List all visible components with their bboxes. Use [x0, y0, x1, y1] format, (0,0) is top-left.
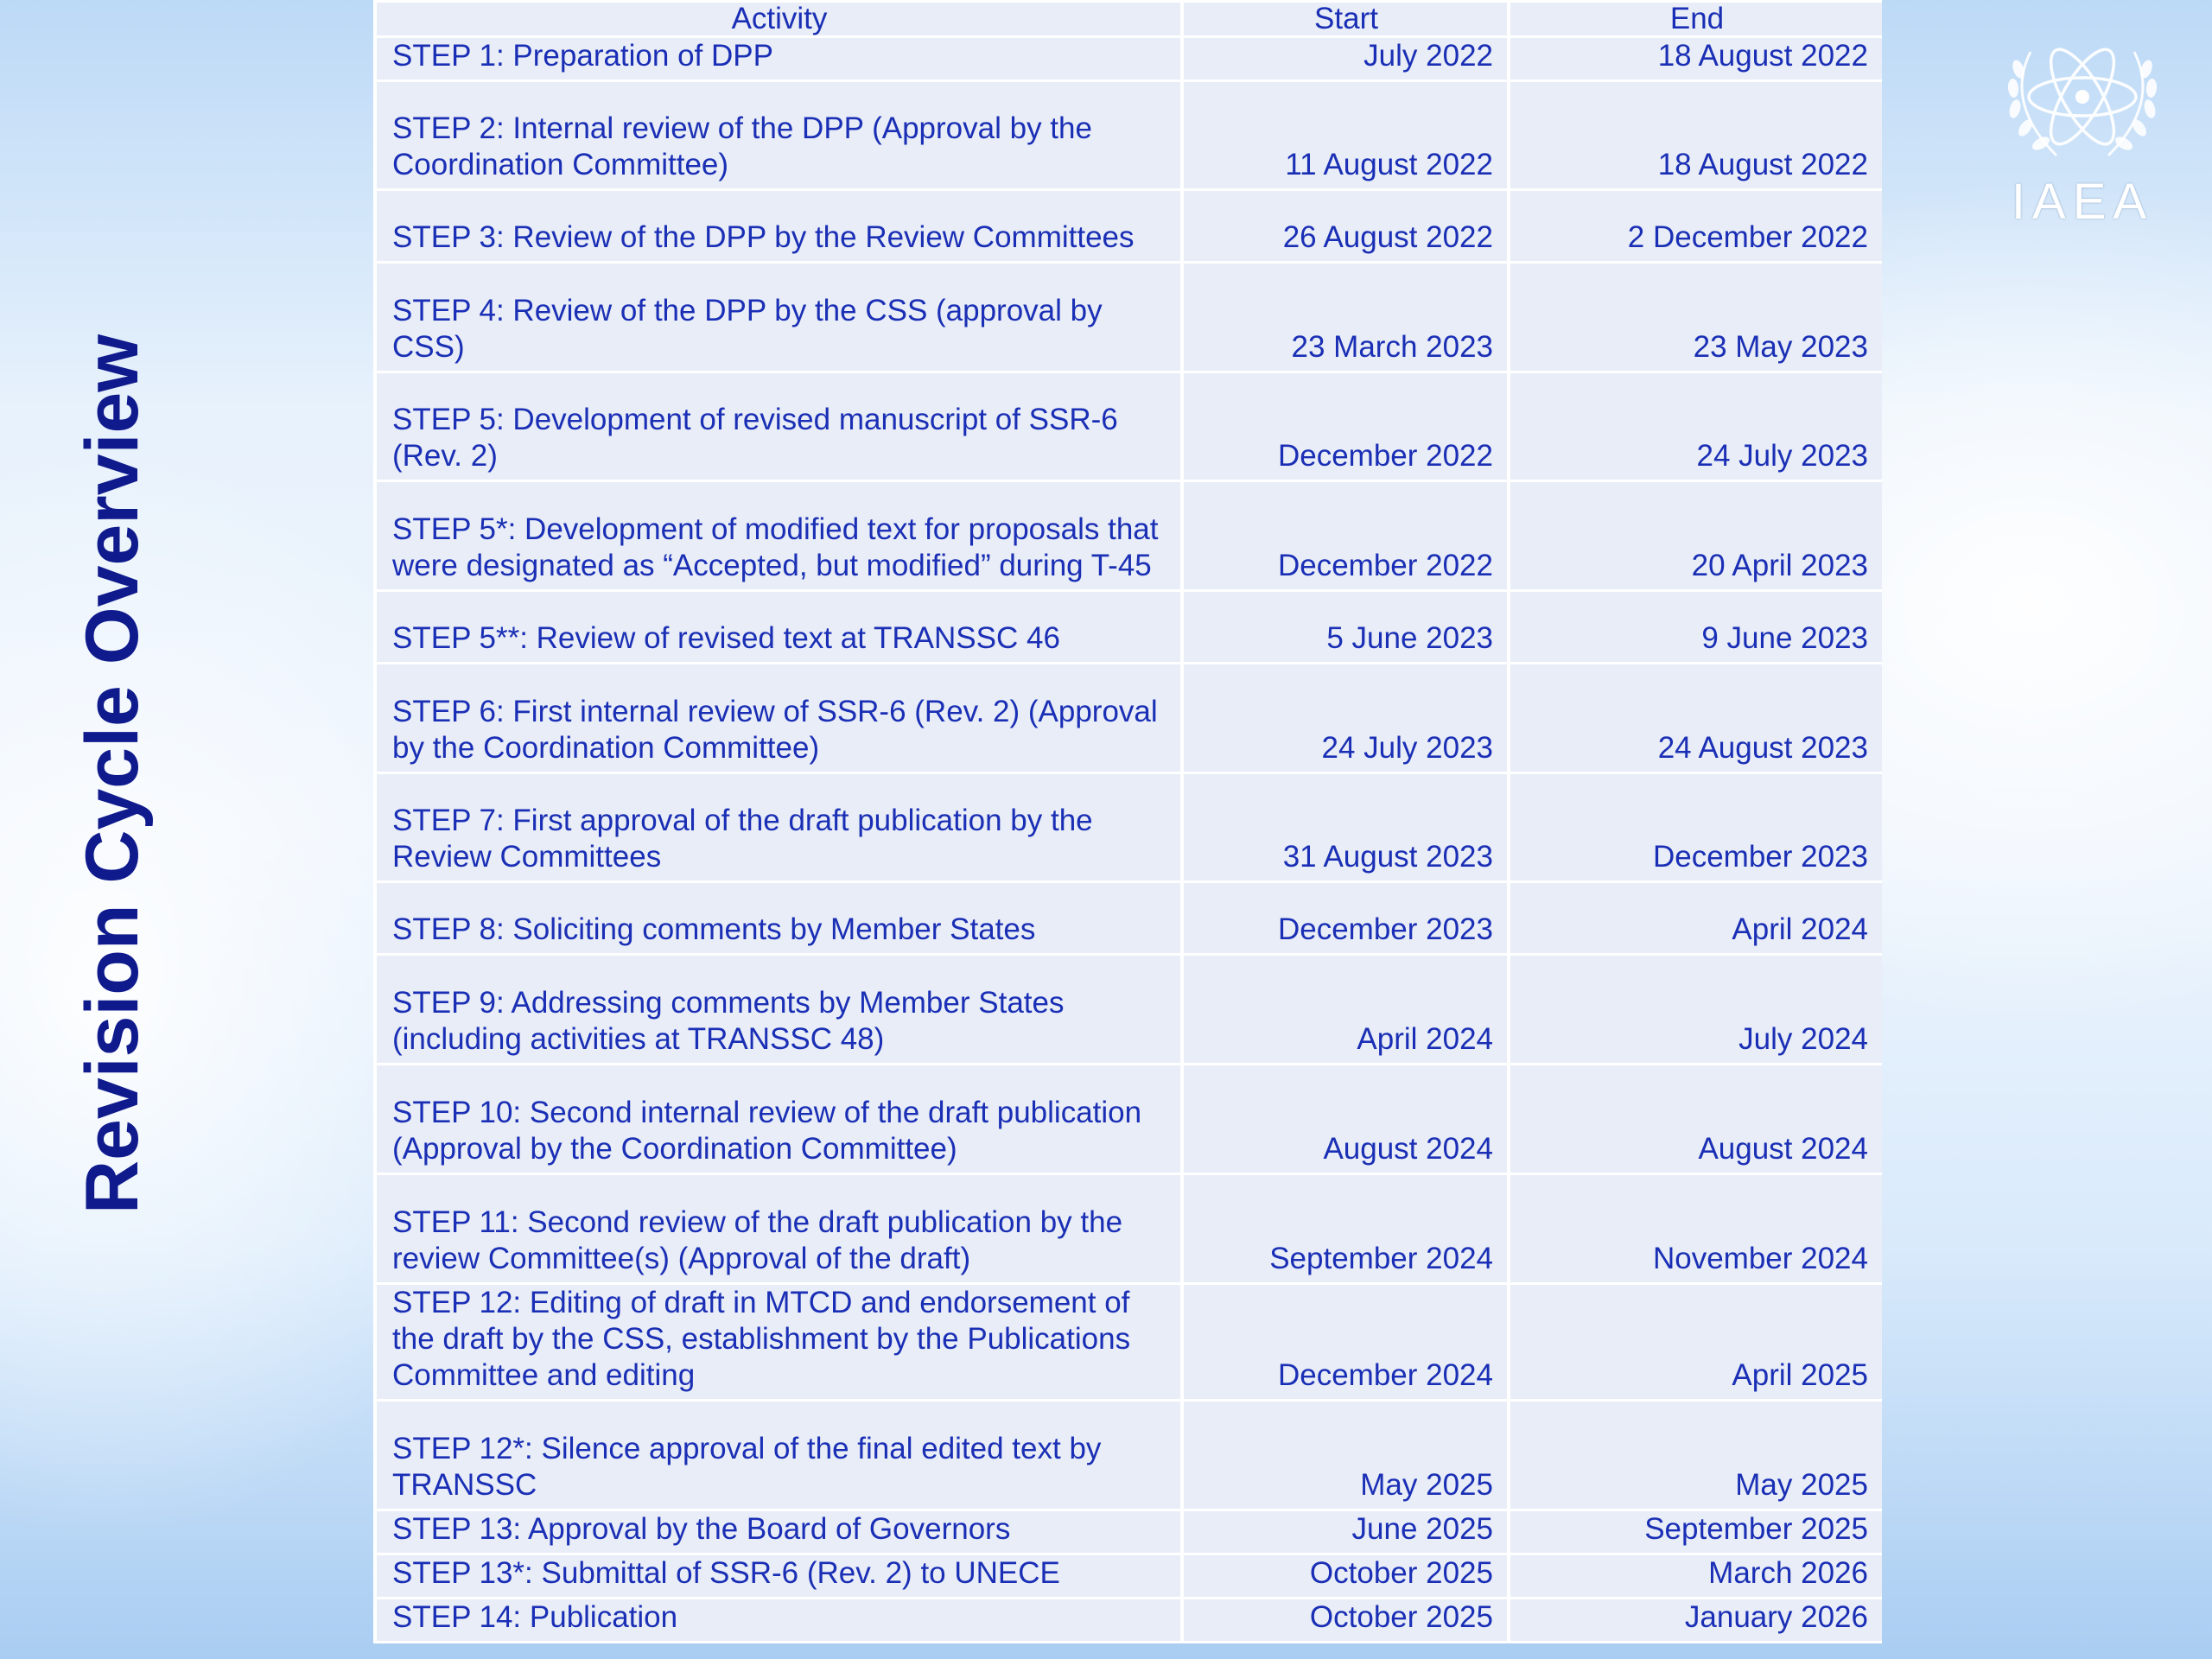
- activity-cell: STEP 13: Approval by the Board of Governors: [377, 1511, 1180, 1553]
- end-date-cell: April 2024: [1510, 883, 1882, 953]
- activity-cell: STEP 1: Preparation of DPP: [377, 38, 1180, 79]
- end-date-cell: December 2023: [1510, 774, 1882, 880]
- start-date-cell: December 2022: [1184, 373, 1507, 480]
- table-header-row: [377, 3, 1882, 35]
- start-date-cell: 26 August 2022: [1184, 191, 1507, 261]
- table-row: [377, 883, 1882, 953]
- table-row: [377, 1599, 1882, 1641]
- end-date-cell: 2 December 2022: [1510, 191, 1882, 261]
- start-date-cell: December 2022: [1184, 482, 1507, 589]
- atom-olive-wreath-icon: [1996, 35, 2169, 173]
- start-date-cell: May 2025: [1184, 1402, 1507, 1509]
- end-date-cell: 24 August 2023: [1510, 664, 1882, 772]
- end-date-cell: May 2025: [1510, 1402, 1882, 1509]
- table-row: [377, 373, 1882, 480]
- table-row: [377, 1285, 1882, 1399]
- start-date-cell: September 2024: [1184, 1175, 1507, 1282]
- activity-cell: STEP 13*: Submittal of SSR-6 (Rev. 2) to UNECE: [377, 1555, 1180, 1597]
- start-date-cell: April 2024: [1184, 956, 1507, 1063]
- end-date-cell: 18 August 2022: [1510, 82, 1882, 188]
- revision-cycle-table: [373, 0, 1882, 1643]
- header-start: Start: [1184, 3, 1507, 35]
- table-row: [377, 1511, 1882, 1553]
- table-row: [377, 774, 1882, 880]
- table-row: [377, 38, 1882, 79]
- activity-cell: STEP 8: Soliciting comments by Member States: [377, 883, 1180, 953]
- start-date-cell: December 2023: [1184, 883, 1507, 953]
- activity-cell: STEP 14: Publication: [377, 1599, 1180, 1641]
- start-date-cell: 11 August 2022: [1184, 82, 1507, 188]
- activity-cell: STEP 12*: Silence approval of the final edited text by TRANSSC: [377, 1402, 1180, 1509]
- start-date-cell: 5 June 2023: [1184, 592, 1507, 662]
- end-date-cell: 23 May 2023: [1510, 264, 1882, 371]
- end-date-cell: January 2026: [1510, 1599, 1882, 1641]
- end-date-cell: 20 April 2023: [1510, 482, 1882, 589]
- end-date-cell: August 2024: [1510, 1065, 1882, 1173]
- logo-text: IAEA: [2011, 174, 2154, 230]
- table-row: [377, 664, 1882, 772]
- end-date-cell: 18 August 2022: [1510, 38, 1882, 79]
- activity-cell: STEP 11: Second review of the draft publication by the review Committee(s) (Approval of the draft): [377, 1175, 1180, 1282]
- activity-cell: STEP 12: Editing of draft in MTCD and endorsement of the draft by the CSS, establishment by the Publications Committee and editing: [377, 1285, 1180, 1399]
- slide-title: Revision Cycle Overview: [71, 334, 154, 1214]
- end-date-cell: April 2025: [1510, 1285, 1882, 1399]
- table-row: [377, 1402, 1882, 1509]
- table-row: [377, 191, 1882, 261]
- header-activity: Activity: [377, 3, 1180, 35]
- table-row: [377, 1065, 1882, 1173]
- activity-cell: STEP 5**: Review of revised text at TRANSSC 46: [377, 592, 1180, 662]
- activity-cell: STEP 4: Review of the DPP by the CSS (approval by CSS): [377, 264, 1180, 371]
- table-row: [377, 592, 1882, 662]
- activity-cell: STEP 9: Addressing comments by Member States (including activities at TRANSSC 48): [377, 956, 1180, 1063]
- start-date-cell: October 2025: [1184, 1599, 1507, 1641]
- activity-cell: STEP 3: Review of the DPP by the Review Committees: [377, 191, 1180, 261]
- table-row: [377, 1555, 1882, 1597]
- table-row: [377, 1175, 1882, 1282]
- start-date-cell: 23 March 2023: [1184, 264, 1507, 371]
- activity-cell: STEP 7: First approval of the draft publication by the Review Committees: [377, 774, 1180, 880]
- end-date-cell: November 2024: [1510, 1175, 1882, 1282]
- start-date-cell: July 2022: [1184, 38, 1507, 79]
- start-date-cell: 31 August 2023: [1184, 774, 1507, 880]
- end-date-cell: 24 July 2023: [1510, 373, 1882, 480]
- table-row: [377, 956, 1882, 1063]
- iaea-logo: [1996, 35, 2169, 233]
- start-date-cell: 24 July 2023: [1184, 664, 1507, 772]
- activity-cell: STEP 5*: Development of modified text for proposals that were designated as “Accepted, but modified” during T-45: [377, 482, 1180, 589]
- table-row: [377, 482, 1882, 589]
- start-date-cell: December 2024: [1184, 1285, 1507, 1399]
- end-date-cell: March 2026: [1510, 1555, 1882, 1597]
- activity-cell: STEP 2: Internal review of the DPP (Approval by the Coordination Committee): [377, 82, 1180, 188]
- end-date-cell: September 2025: [1510, 1511, 1882, 1553]
- activity-cell: STEP 5: Development of revised manuscript of SSR-6 (Rev. 2): [377, 373, 1180, 480]
- start-date-cell: October 2025: [1184, 1555, 1507, 1597]
- header-end: End: [1510, 3, 1882, 35]
- table-row: [377, 82, 1882, 188]
- activity-cell: STEP 6: First internal review of SSR-6 (Rev. 2) (Approval by the Coordination Committee): [377, 664, 1180, 772]
- activity-cell: STEP 10: Second internal review of the draft publication (Approval by the Coordination Committee): [377, 1065, 1180, 1173]
- schedule-table: [373, 0, 1885, 1643]
- start-date-cell: August 2024: [1184, 1065, 1507, 1173]
- table-row: [377, 264, 1882, 371]
- end-date-cell: July 2024: [1510, 956, 1882, 1063]
- start-date-cell: June 2025: [1184, 1511, 1507, 1553]
- end-date-cell: 9 June 2023: [1510, 592, 1882, 662]
